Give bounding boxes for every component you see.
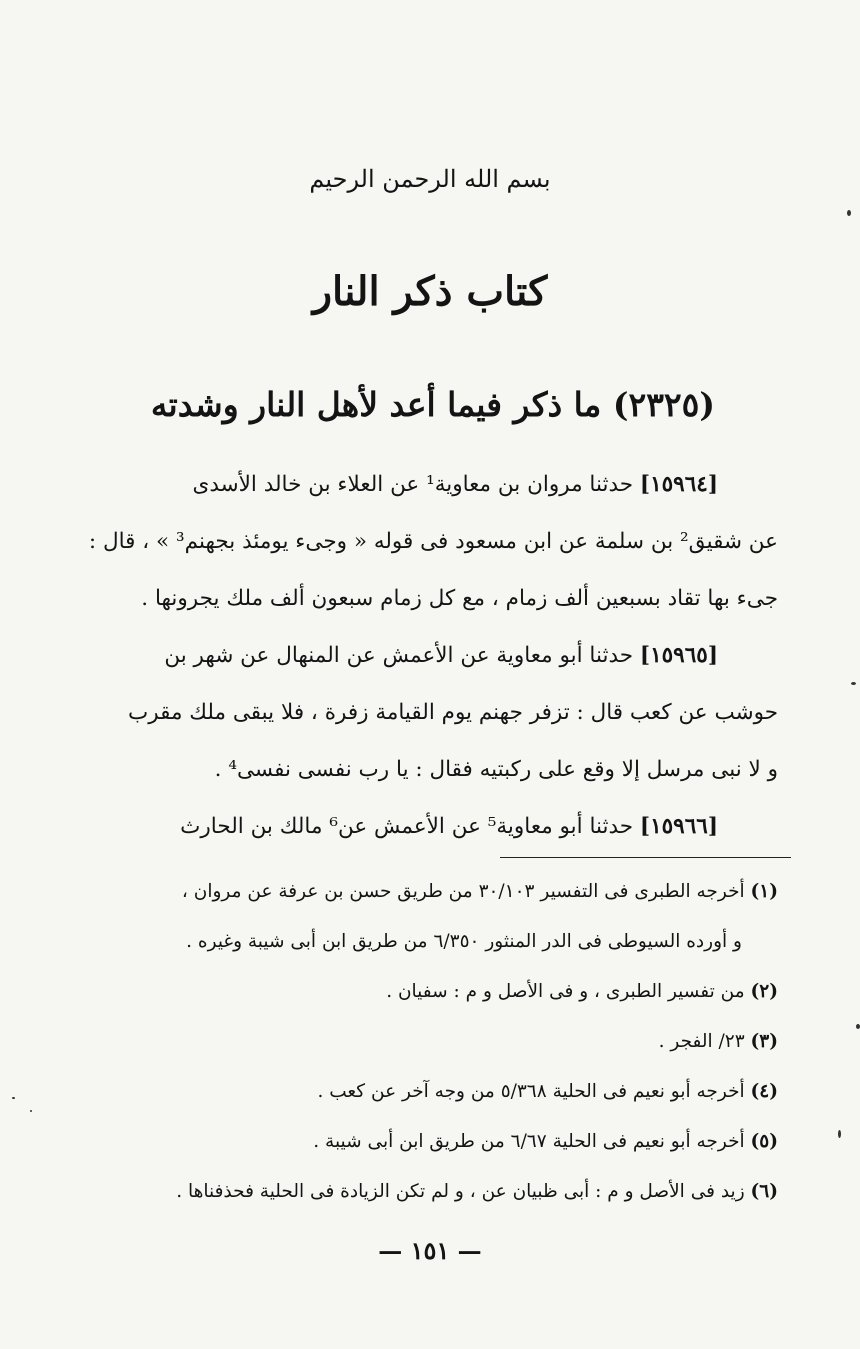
footnote-line [78, 1067, 778, 1117]
main-text [78, 456, 778, 855]
text-line [78, 513, 778, 570]
footnote-text: أخرجه الطبرى فى التفسير ٣٠/١٠٣ من طريق حسن بن عرفة عن مروان ، [181, 881, 751, 902]
scan-speck [30, 1110, 32, 1112]
line-text: عن شقيق² بن سلمة عن ابن مسعود فى قوله « وجىء يومئذ بجهنم³ » ، قال : [88, 529, 778, 554]
text-line [78, 627, 778, 684]
footnote-text: أخرجه أبو نعيم فى الحلية ٥/٣٦٨ من وجه آخر عن كعب . [317, 1081, 751, 1102]
footnote-marker: (٤) [750, 1081, 778, 1102]
line-text: حدثنا أبو معاوية عن الأعمش عن المنهال عن شهر بن [164, 643, 640, 668]
line-text: حدثنا أبو معاوية⁵ عن الأعمش عن⁶ مالك بن الحارث [180, 814, 640, 839]
basmala: بسم الله الرحمن الرحيم [309, 165, 551, 193]
footnote-marker: (٥) [750, 1131, 778, 1152]
footnote-line [78, 967, 778, 1017]
chapter-title: (٢٣٢٥) ما ذكر فيما أعد لأهل النار وشدته [150, 385, 715, 424]
scan-speck [838, 1130, 841, 1138]
footnote-line [78, 1117, 778, 1167]
scan-speck [851, 682, 856, 685]
text-line [78, 456, 778, 513]
footnote-line [78, 1167, 778, 1217]
text-line [78, 741, 778, 798]
scan-speck [856, 1024, 860, 1029]
text-line [78, 684, 778, 741]
hadith-number: [١٥٩٦٤] [639, 472, 718, 497]
footnote-line [78, 867, 778, 917]
scan-speck [12, 1097, 15, 1099]
footnote-line [78, 917, 778, 967]
line-text: جىء بها تقاد بسبعين ألف زمام ، مع كل زمام سبعون ألف ملك يجرونها . [141, 586, 778, 611]
line-text: حوشب عن كعب قال : تزفر جهنم يوم القيامة زفرة ، فلا يبقى ملك مقرب [127, 700, 778, 725]
footnote-divider [500, 857, 791, 858]
scan-speck [847, 210, 851, 216]
hadith-number: [١٥٩٦٦] [639, 814, 718, 839]
footnote-marker: (٦) [750, 1181, 778, 1202]
page-number: — ١٥١ — [378, 1236, 482, 1265]
footnote-text: أخرجه أبو نعيم فى الحلية ٦/٦٧ من طريق ابن أبى شيبة . [313, 1131, 751, 1152]
footnote-text: زيد فى الأصل و م : أبى ظبيان عن ، و لم تكن الزيادة فى الحلية فحذفناها . [176, 1181, 751, 1202]
footnote-marker: (٢) [750, 981, 778, 1002]
text-line [78, 798, 778, 855]
text-line [78, 570, 778, 627]
footnote-marker: (٣) [750, 1031, 778, 1052]
footnotes [78, 867, 778, 1217]
footnote-text: ٢٣/ الفجر . [658, 1031, 751, 1052]
footnote-marker: (١) [750, 881, 778, 902]
hadith-number: [١٥٩٦٥] [639, 643, 718, 668]
line-text: حدثنا مروان بن معاوية¹ عن العلاء بن خالد الأسدى [192, 472, 640, 497]
footnote-text: و أورده السيوطى فى الدر المنثور ٦/٣٥٠ من طريق ابن أبى شيبة وغيره . [186, 931, 742, 952]
footnote-text: من تفسير الطبرى ، و فى الأصل و م : سفيان . [386, 981, 751, 1002]
line-text: و لا نبى مرسل إلا وقع على ركبتيه فقال : يا رب نفسى نفسى⁴ . [214, 757, 778, 782]
book-title: كتاب ذكر النار [312, 268, 548, 315]
footnote-line [78, 1017, 778, 1067]
